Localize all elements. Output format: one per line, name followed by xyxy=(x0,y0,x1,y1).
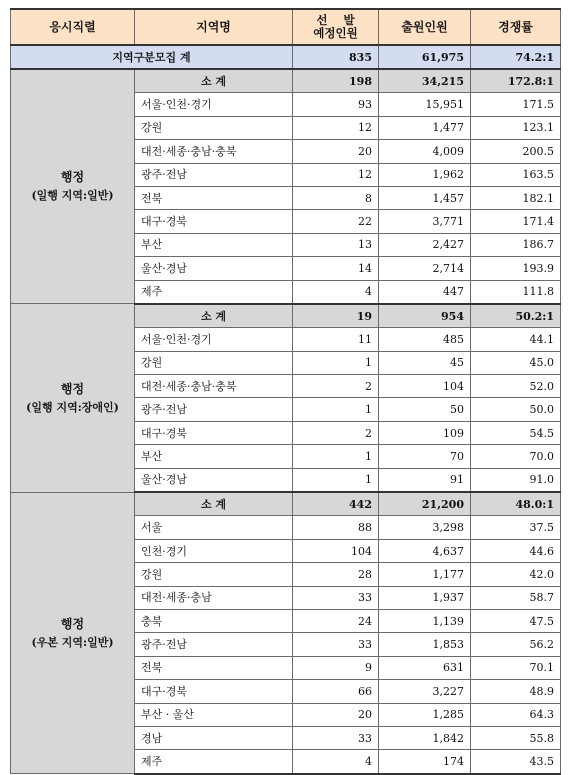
ratio-cell: 163.5 xyxy=(471,163,561,186)
region-cell: 서울·인천·경기 xyxy=(135,93,293,116)
applicants-cell: 1,285 xyxy=(379,703,471,726)
header-applicants: 출원인원 xyxy=(379,9,471,45)
planned-cell: 9 xyxy=(293,656,379,679)
region-cell: 울산·경남 xyxy=(135,257,293,280)
subtotal-applicants: 34,215 xyxy=(379,69,471,93)
subtotal-ratio: 48.0:1 xyxy=(471,492,561,516)
region-cell: 광주·전남 xyxy=(135,398,293,421)
applicants-cell: 3,227 xyxy=(379,680,471,703)
total-planned: 835 xyxy=(293,45,379,69)
header-region: 지역명 xyxy=(135,9,293,45)
ratio-cell: 55.8 xyxy=(471,726,561,749)
applicants-cell: 3,298 xyxy=(379,516,471,539)
planned-cell: 20 xyxy=(293,703,379,726)
ratio-cell: 52.0 xyxy=(471,375,561,398)
planned-cell: 88 xyxy=(293,516,379,539)
ratio-cell: 123.1 xyxy=(471,116,561,139)
applicants-cell: 447 xyxy=(379,280,471,304)
ratio-cell: 47.5 xyxy=(471,609,561,632)
planned-cell: 1 xyxy=(293,351,379,374)
planned-cell: 14 xyxy=(293,257,379,280)
planned-cell: 1 xyxy=(293,398,379,421)
planned-cell: 2 xyxy=(293,375,379,398)
ratio-cell: 111.8 xyxy=(471,280,561,304)
planned-cell: 22 xyxy=(293,210,379,233)
region-cell: 광주·전남 xyxy=(135,633,293,656)
ratio-cell: 91.0 xyxy=(471,468,561,492)
category-subtitle: (일행 지역:일반) xyxy=(31,189,114,203)
region-cell: 인천·경기 xyxy=(135,539,293,562)
ratio-cell: 200.5 xyxy=(471,140,561,163)
header-position: 응시직렬 xyxy=(11,9,135,45)
applicants-cell: 1,177 xyxy=(379,563,471,586)
planned-cell: 12 xyxy=(293,163,379,186)
ratio-cell: 171.4 xyxy=(471,210,561,233)
region-cell: 대구·경북 xyxy=(135,680,293,703)
subtotal-label: 소 계 xyxy=(135,69,293,93)
planned-cell: 66 xyxy=(293,680,379,703)
region-cell: 대구·경북 xyxy=(135,210,293,233)
ratio-cell: 58.7 xyxy=(471,586,561,609)
ratio-cell: 171.5 xyxy=(471,93,561,116)
total-row xyxy=(11,45,561,69)
planned-cell: 104 xyxy=(293,539,379,562)
ratio-cell: 45.0 xyxy=(471,351,561,374)
category-cell xyxy=(11,69,135,304)
region-cell: 제주 xyxy=(135,750,293,774)
region-cell: 충북 xyxy=(135,609,293,632)
subtotal-planned: 198 xyxy=(293,69,379,93)
planned-cell: 33 xyxy=(293,633,379,656)
applicants-cell: 485 xyxy=(379,328,471,351)
ratio-cell: 193.9 xyxy=(471,257,561,280)
applicants-cell: 2,714 xyxy=(379,257,471,280)
region-cell: 전북 xyxy=(135,186,293,209)
applicants-cell: 91 xyxy=(379,468,471,492)
region-cell: 울산·경남 xyxy=(135,468,293,492)
region-cell: 대구·경북 xyxy=(135,421,293,444)
planned-cell: 4 xyxy=(293,750,379,774)
planned-cell: 20 xyxy=(293,140,379,163)
applicants-cell: 2,427 xyxy=(379,233,471,256)
category-subtitle: (우본 지역:일반) xyxy=(31,635,114,649)
region-cell: 강원 xyxy=(135,351,293,374)
applicants-cell: 1,853 xyxy=(379,633,471,656)
planned-cell: 2 xyxy=(293,421,379,444)
region-cell: 강원 xyxy=(135,116,293,139)
ratio-cell: 182.1 xyxy=(471,186,561,209)
header-row xyxy=(11,9,561,45)
competition-table xyxy=(10,8,561,775)
ratio-cell: 44.6 xyxy=(471,539,561,562)
category-name: 행정 xyxy=(60,381,85,396)
planned-cell: 33 xyxy=(293,726,379,749)
region-cell: 서울·인천·경기 xyxy=(135,328,293,351)
applicants-cell: 1,842 xyxy=(379,726,471,749)
subtotal-label: 소 계 xyxy=(135,304,293,328)
ratio-cell: 42.0 xyxy=(471,563,561,586)
applicants-cell: 45 xyxy=(379,351,471,374)
ratio-cell: 56.2 xyxy=(471,633,561,656)
applicants-cell: 4,637 xyxy=(379,539,471,562)
planned-cell: 1 xyxy=(293,445,379,468)
planned-cell: 12 xyxy=(293,116,379,139)
category-cell xyxy=(11,492,135,774)
ratio-cell: 44.1 xyxy=(471,328,561,351)
region-cell: 강원 xyxy=(135,563,293,586)
region-cell: 대전·세종·충남 xyxy=(135,586,293,609)
applicants-cell: 50 xyxy=(379,398,471,421)
planned-cell: 1 xyxy=(293,468,379,492)
applicants-cell: 1,457 xyxy=(379,186,471,209)
applicants-cell: 104 xyxy=(379,375,471,398)
subtotal-ratio: 172.8:1 xyxy=(471,69,561,93)
subtotal-row xyxy=(11,69,561,93)
planned-cell: 13 xyxy=(293,233,379,256)
applicants-cell: 1,962 xyxy=(379,163,471,186)
subtotal-applicants: 954 xyxy=(379,304,471,328)
subtotal-row xyxy=(11,492,561,516)
subtotal-planned: 442 xyxy=(293,492,379,516)
ratio-cell: 48.9 xyxy=(471,680,561,703)
applicants-cell: 4,009 xyxy=(379,140,471,163)
category-subtitle: (일행 지역:장애인) xyxy=(26,400,119,414)
planned-cell: 28 xyxy=(293,563,379,586)
header-planned-line1: 선 발 xyxy=(316,12,355,27)
header-ratio: 경쟁률 xyxy=(471,9,561,45)
subtotal-planned: 19 xyxy=(293,304,379,328)
region-cell: 전북 xyxy=(135,656,293,679)
applicants-cell: 109 xyxy=(379,421,471,444)
total-applicants: 61,975 xyxy=(379,45,471,69)
applicants-cell: 70 xyxy=(379,445,471,468)
region-cell: 부산 xyxy=(135,233,293,256)
header-planned-line2: 예정인원 xyxy=(313,26,358,40)
planned-cell: 11 xyxy=(293,328,379,351)
applicants-cell: 1,139 xyxy=(379,609,471,632)
applicants-cell: 1,937 xyxy=(379,586,471,609)
category-name: 행정 xyxy=(60,616,85,631)
region-cell: 경남 xyxy=(135,726,293,749)
category-cell xyxy=(11,304,135,492)
region-cell: 대전·세종·충남·충북 xyxy=(135,140,293,163)
region-cell: 대전·세종·충남·충북 xyxy=(135,375,293,398)
region-cell: 서울 xyxy=(135,516,293,539)
region-cell: 광주·전남 xyxy=(135,163,293,186)
subtotal-label: 소 계 xyxy=(135,492,293,516)
subtotal-ratio: 50.2:1 xyxy=(471,304,561,328)
category-name: 행정 xyxy=(60,170,85,185)
subtotal-applicants: 21,200 xyxy=(379,492,471,516)
ratio-cell: 186.7 xyxy=(471,233,561,256)
region-cell: 제주 xyxy=(135,280,293,304)
planned-cell: 4 xyxy=(293,280,379,304)
planned-cell: 93 xyxy=(293,93,379,116)
ratio-cell: 64.3 xyxy=(471,703,561,726)
total-ratio: 74.2:1 xyxy=(471,45,561,69)
subtotal-row xyxy=(11,304,561,328)
planned-cell: 24 xyxy=(293,609,379,632)
applicants-cell: 3,771 xyxy=(379,210,471,233)
applicants-cell: 15,951 xyxy=(379,93,471,116)
ratio-cell: 43.5 xyxy=(471,750,561,774)
ratio-cell: 70.1 xyxy=(471,656,561,679)
applicants-cell: 174 xyxy=(379,750,471,774)
applicants-cell: 1,477 xyxy=(379,116,471,139)
planned-cell: 8 xyxy=(293,186,379,209)
region-cell: 부산 xyxy=(135,445,293,468)
ratio-cell: 50.0 xyxy=(471,398,561,421)
total-label: 지역구분모집 계 xyxy=(11,45,293,69)
header-planned xyxy=(293,9,379,45)
applicants-cell: 631 xyxy=(379,656,471,679)
ratio-cell: 54.5 xyxy=(471,421,561,444)
planned-cell: 33 xyxy=(293,586,379,609)
region-cell: 부산 · 울산 xyxy=(135,703,293,726)
ratio-cell: 70.0 xyxy=(471,445,561,468)
ratio-cell: 37.5 xyxy=(471,516,561,539)
